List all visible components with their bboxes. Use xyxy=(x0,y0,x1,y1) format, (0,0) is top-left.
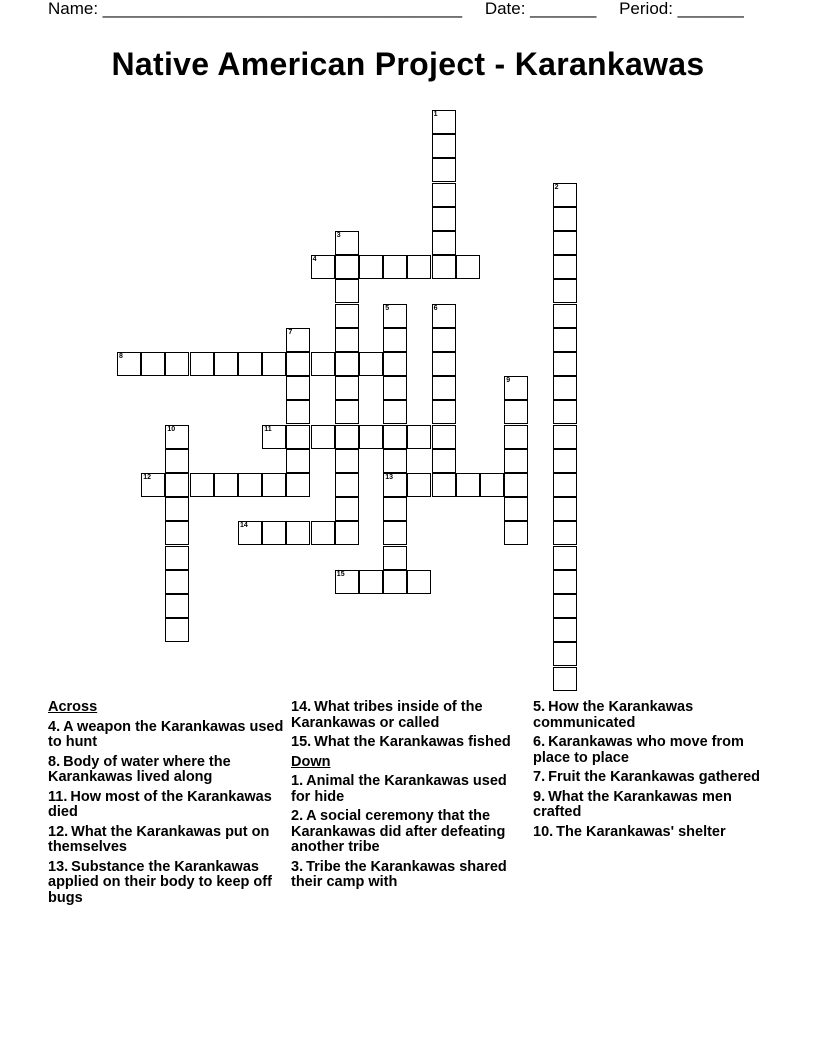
crossword-cell[interactable] xyxy=(286,449,310,473)
crossword-cell[interactable] xyxy=(165,594,189,618)
crossword-cell[interactable] xyxy=(504,449,528,473)
clue-column-2 xyxy=(291,700,523,895)
crossword-cell[interactable] xyxy=(553,570,577,594)
clue-across-12: 12. What the Karankawas put on themselves xyxy=(48,823,270,855)
crossword-cell[interactable] xyxy=(383,449,407,473)
clue-down-6: 6. Karankawas who move from place to place xyxy=(533,734,744,766)
crossword-cell[interactable] xyxy=(553,352,577,376)
crossword-cell[interactable] xyxy=(359,425,383,449)
crossword-cell[interactable] xyxy=(383,376,407,400)
clue-across-13: 13. Substance the Karankawas applied on their body to keep off bugs xyxy=(48,858,272,906)
crossword-cell[interactable] xyxy=(262,352,286,376)
crossword-cell[interactable] xyxy=(286,352,310,376)
crossword-cell[interactable] xyxy=(311,521,335,545)
crossword-cell[interactable] xyxy=(553,231,577,255)
crossword-cell[interactable] xyxy=(311,352,335,376)
crossword-cell[interactable] xyxy=(335,352,359,376)
crossword-cell[interactable] xyxy=(553,279,577,303)
crossword-cell[interactable] xyxy=(504,376,528,400)
crossword-cell[interactable] xyxy=(286,376,310,400)
crossword-cell[interactable] xyxy=(553,255,577,279)
crossword-cell[interactable] xyxy=(504,473,528,497)
crossword-cell[interactable] xyxy=(335,425,359,449)
crossword-cell[interactable] xyxy=(432,255,456,279)
crossword-cell[interactable] xyxy=(432,400,456,424)
crossword-cell[interactable] xyxy=(383,521,407,545)
crossword-cell[interactable] xyxy=(262,521,286,545)
crossword-cell[interactable] xyxy=(383,328,407,352)
crossword-cell[interactable] xyxy=(432,376,456,400)
crossword-cell[interactable] xyxy=(165,521,189,545)
crossword-cell[interactable] xyxy=(432,207,456,231)
crossword-cell[interactable] xyxy=(432,473,456,497)
crossword-cell[interactable] xyxy=(286,473,310,497)
crossword-cell[interactable] xyxy=(553,667,577,691)
crossword-cell[interactable] xyxy=(359,255,383,279)
crossword-cell[interactable] xyxy=(335,521,359,545)
crossword-cell[interactable] xyxy=(553,183,577,207)
crossword-cell[interactable] xyxy=(214,352,238,376)
crossword-cell[interactable] xyxy=(335,497,359,521)
crossword-cell[interactable] xyxy=(383,304,407,328)
clue-across-8: 8. Body of water where the Karankawas lived along xyxy=(48,753,231,785)
clue-across-14: 14. What tribes inside of the Karankawas or called xyxy=(291,699,483,731)
crossword-cell[interactable] xyxy=(165,449,189,473)
clue-across-15: 15. What the Karankawas fished xyxy=(291,734,511,750)
crossword-cell[interactable] xyxy=(141,473,165,497)
crossword-cell[interactable] xyxy=(383,400,407,424)
crossword-cell[interactable] xyxy=(432,304,456,328)
clue-number-label: 14 xyxy=(240,522,248,530)
clue-number-label: 10 xyxy=(167,425,176,433)
crossword-cell[interactable] xyxy=(262,473,286,497)
clue-number-label: 5 xyxy=(385,304,390,312)
crossword-cell[interactable] xyxy=(432,183,456,207)
crossword-cell[interactable] xyxy=(383,255,407,279)
crossword-cell[interactable] xyxy=(238,473,262,497)
clue-down-1: 1. Animal the Karankawas used for hide xyxy=(291,773,507,805)
clue-number-label: 11 xyxy=(264,425,272,433)
crossword-cell[interactable] xyxy=(165,497,189,521)
crossword-cell[interactable] xyxy=(383,570,407,594)
crossword-cell[interactable] xyxy=(383,425,407,449)
crossword-cell[interactable] xyxy=(432,134,456,158)
crossword-cell[interactable] xyxy=(238,521,262,545)
period-field[interactable]: Period: _______ xyxy=(619,0,744,18)
crossword-cell[interactable] xyxy=(432,231,456,255)
crossword-cell[interactable] xyxy=(553,304,577,328)
crossword-cell[interactable] xyxy=(407,425,431,449)
clue-number-label: 9 xyxy=(506,377,511,385)
crossword-cell[interactable] xyxy=(504,521,528,545)
crossword-cell[interactable] xyxy=(432,328,456,352)
crossword-cell[interactable] xyxy=(383,352,407,376)
crossword-cell[interactable] xyxy=(165,352,189,376)
clue-column-3 xyxy=(533,700,769,844)
crossword-cell[interactable] xyxy=(407,473,431,497)
clue-number-label: 1 xyxy=(433,111,438,118)
crossword-cell[interactable] xyxy=(553,546,577,570)
crossword-cell[interactable] xyxy=(165,425,189,449)
crossword-cell[interactable] xyxy=(553,521,577,545)
clue-number-label: 3 xyxy=(336,232,341,239)
crossword-cell[interactable] xyxy=(553,618,577,642)
crossword-cell[interactable] xyxy=(190,352,214,376)
clue-number-label: 7 xyxy=(288,328,293,336)
clue-down-5: 5. How the Karankawas communicated xyxy=(533,699,694,731)
crossword-cell[interactable] xyxy=(383,497,407,521)
crossword-cell[interactable] xyxy=(214,473,238,497)
down-heading: Down xyxy=(291,753,331,770)
crossword-cell[interactable] xyxy=(165,618,189,642)
crossword-cell[interactable] xyxy=(553,497,577,521)
crossword-cell[interactable] xyxy=(432,352,456,376)
crossword-cell[interactable] xyxy=(504,400,528,424)
clue-number-label: 2 xyxy=(554,183,559,191)
crossword-cell[interactable] xyxy=(165,546,189,570)
crossword-cell[interactable] xyxy=(359,352,383,376)
crossword-cell[interactable] xyxy=(383,546,407,570)
crossword-cell[interactable] xyxy=(165,570,189,594)
crossword-cell[interactable] xyxy=(553,425,577,449)
crossword-cell[interactable] xyxy=(286,400,310,424)
crossword-cell[interactable] xyxy=(335,328,359,352)
crossword-cell[interactable] xyxy=(335,570,359,594)
clue-number-label: 4 xyxy=(312,256,317,264)
crossword-cell[interactable] xyxy=(335,449,359,473)
clue-across-11: 11. How most of the Karankawas died xyxy=(48,788,272,820)
crossword-cell[interactable] xyxy=(553,449,577,473)
crossword-cell[interactable] xyxy=(335,376,359,400)
crossword-cell[interactable] xyxy=(311,425,335,449)
clue-number-label: 13 xyxy=(385,474,393,481)
crossword-cell[interactable] xyxy=(141,352,165,376)
name-field[interactable]: Name: ______________________________________ xyxy=(48,0,463,18)
clue-down-9: 9. What the Karankawas men crafted xyxy=(533,788,732,820)
crossword-cell[interactable] xyxy=(553,594,577,618)
crossword-cell[interactable] xyxy=(504,425,528,449)
crossword-cell[interactable] xyxy=(286,521,310,545)
crossword-cell[interactable] xyxy=(335,473,359,497)
crossword-cell[interactable] xyxy=(335,255,359,279)
clue-down-10: 10. The Karankawas' shelter xyxy=(533,823,726,840)
clue-number-label: 8 xyxy=(119,353,123,360)
clue-column-1 xyxy=(48,700,284,910)
crossword-cell[interactable] xyxy=(432,449,456,473)
crossword-cell[interactable] xyxy=(190,473,214,497)
crossword-cell[interactable] xyxy=(335,400,359,424)
crossword-cell[interactable] xyxy=(553,376,577,400)
crossword-cell[interactable] xyxy=(432,158,456,182)
crossword-cell[interactable] xyxy=(335,231,359,255)
crossword-cell[interactable] xyxy=(553,642,577,666)
crossword-cell[interactable] xyxy=(553,400,577,424)
crossword-cell[interactable] xyxy=(165,473,189,497)
crossword-cell[interactable] xyxy=(262,425,286,449)
crossword-cell[interactable] xyxy=(335,304,359,328)
crossword-cell[interactable] xyxy=(504,497,528,521)
date-field[interactable]: Date: _______ xyxy=(484,0,597,18)
crossword-cell[interactable] xyxy=(480,473,504,497)
crossword-cell[interactable] xyxy=(286,425,310,449)
crossword-cell[interactable] xyxy=(553,473,577,497)
crossword-cell[interactable] xyxy=(456,255,480,279)
crossword-cell[interactable] xyxy=(335,279,359,303)
crossword-cell[interactable] xyxy=(407,255,431,279)
crossword-cell[interactable] xyxy=(553,328,577,352)
crossword-cell[interactable] xyxy=(286,328,310,352)
crossword-cell[interactable] xyxy=(311,255,335,279)
crossword-cell[interactable] xyxy=(432,425,456,449)
crossword-cell[interactable] xyxy=(456,473,480,497)
crossword-cell[interactable] xyxy=(383,473,407,497)
crossword-cell[interactable] xyxy=(238,352,262,376)
page-title: Native American Project - Karankawas xyxy=(111,46,705,82)
clue-across-4: 4. A weapon the Karankawas used to hunt xyxy=(48,718,284,750)
clue-number-label: 6 xyxy=(433,304,438,312)
clue-down-2: 2. A social ceremony that the Karankawas did after defeating another tribe xyxy=(291,808,506,855)
crossword-cell[interactable] xyxy=(553,207,577,231)
crossword-cell[interactable] xyxy=(432,110,456,134)
across-heading: Across xyxy=(48,699,98,715)
crossword-cell[interactable] xyxy=(117,352,141,376)
crossword-cell[interactable] xyxy=(407,570,431,594)
clue-number-label: 12 xyxy=(143,474,151,481)
crossword-cell[interactable] xyxy=(359,570,383,594)
clue-number-label: 15 xyxy=(336,570,345,578)
clue-down-7: 7. Fruit the Karankawas gathered xyxy=(533,769,761,785)
clue-down-3: 3. Tribe the Karankawas shared their camp with xyxy=(291,858,507,890)
